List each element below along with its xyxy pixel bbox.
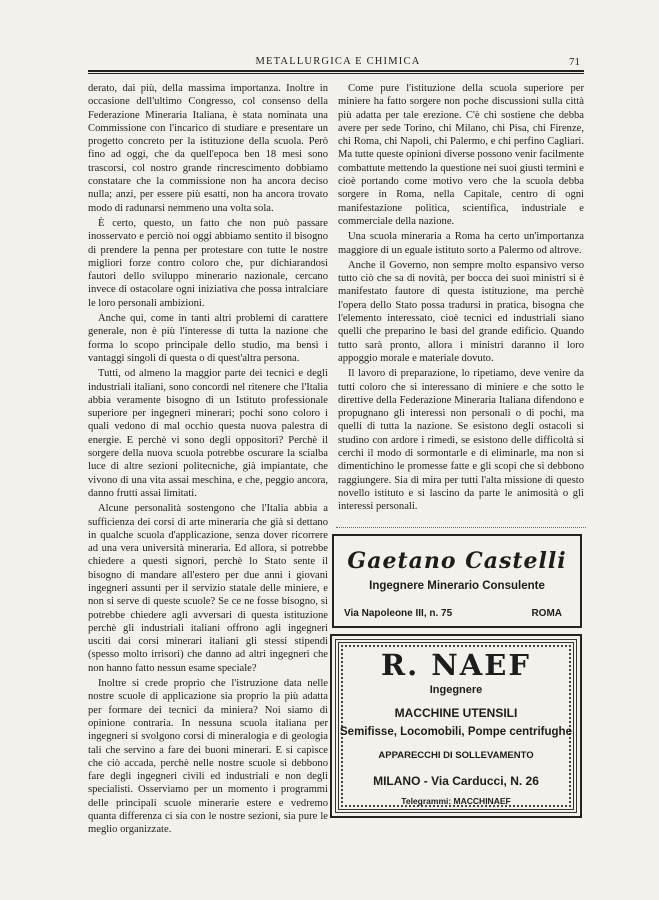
ad-address: MILANO - Via Carducci, N. 26: [373, 774, 539, 788]
ad-product-line: MACCHINE UTENSILI: [394, 706, 518, 720]
ad-product-extra: APPARECCHI DI SOLLEVAMENTO: [378, 750, 534, 761]
section-divider: [336, 527, 586, 528]
advertisement-castelli: [332, 534, 582, 628]
paragraph: Alcune personalità sostengono che l'Italia abbia a sufficienza dei corsi di arte mineraria che già si dettano in qualche scuola d'applicazione, senza dover ricorrere ad una vera università mineraria. Ed allora, si potrebbe chiedere a questi signori, perchè lo Stato sente il bisogno di mandare all'estero per due anni i giovani ingegneri assunti per il servizio statale delle miniere, e non si serve di queste scuole? Se ce ne fosse bisogno, si potrebbe chiedere agli avversari di questa istituzione perchè gli industriali italiani offrono agli ingegneri usciti dai corsi minerari italiani gli stessi stipendi (spesso molto irrisori) che danno ad altri ingegneri che non hanno fatto nessun esame speciale?: [88, 503, 328, 674]
advertiser-city: ROMA: [531, 608, 562, 619]
journal-title: METALLURGICA E CHIMICA: [255, 56, 421, 67]
paragraph: Anche qui, come in tanti altri problemi di carattere generale, non è più l'interesse di tutta la nazione che forma lo scopo principale dello studio, ma bensì i vantaggi singoli di questa o di quest'altra persona.: [88, 313, 328, 364]
paragraph: Una scuola mineraria a Roma ha certo un'importanza maggiore di un eguale istituto sorto a Palermo od altrove.: [338, 231, 584, 256]
header-rule: [88, 70, 584, 74]
paragraph: È certo, questo, un fatto che non può passare inosservato e perciò noi oggi abbiamo sentito il bisogno di prendere la penna per protestare con tutte le nostre migliori forze contro coloro che, pur dichiarandosi fautori dello sviluppo minerario nazionale, cercano invece di ostacolare ogni iniziativa che possa intralciare le loro personali ambizioni.: [88, 217, 328, 309]
paragraph: Come pure l'istituzione della scuola superiore per miniere ha fatto sorgere non poche discussioni sulla città più adatta per tale erezione. C'è chi sostiene che debba avere per sede Torino, chi Milano, chi Pisa, chi Firenze, chi Roma, chi Napoli, chi Palermo, e chi perfino Cagliari. Ma tutte queste opinioni diverse possono venir facilmente combattute mettendo la questione nei suoi giusti termini e cioè portando come motivo vero che la scuola debba sorgere in Roma, nella Capitale, centro di ogni manifestazione politica, scientifica, industriale e commerciale della nazione.: [338, 83, 584, 227]
ad-product-details: Semifisse, Locomobili, Pompe centrifughe: [340, 726, 572, 738]
ad-telegram: Telegrammi: MACCHINAEF: [401, 796, 511, 806]
advertiser-address: Via Napoleone III, n. 75: [344, 608, 453, 619]
advertiser-name: Gaetano Castelli: [347, 548, 567, 574]
paragraph: Inoltre si crede proprio che l'istruzione data nelle nostre scuole di applicazione sia proprio la più adatta per formare dei tecnici da miniera? Noi siamo di opinione contraria. In nessuna scuola italiana per ingegneri si svolgono corsi di mineralogia e di geologia tali che servino a fare dei buoni minerari. E si capisce che ciò accada, perchè nelle nostre scuole si debbono fare degli ingegneri civili ed industriali e non degli specialisti. Osserviamo per un momento i programmi delle principali scuole minerarie estere e vedremo quanta differenza ci sia con le nostre sezioni, sia pure le meglio organizzate.: [88, 678, 328, 836]
advertiser-brand: R. NAEF: [381, 648, 531, 682]
paragraph: Il lavoro di preparazione, lo ripetiamo, deve venire da tutti coloro che si interessano di miniere e che sotto le direttive della Federazione Mineraria Italiana difendono e propugnano gli interessi non personali o di pochi, ma quelli di tutta la nazione. Se esistono degli ostacoli si studino con ardore i rimedi, se esistono delle difficoltà si cerchi il modo di sormontarle e di eliminarle, ma non si dimentichino le promesse fatte e gli scopi che si debbono raggiungere. Sia di mira per tutti l'alta missione di questo novello istituto e si lascino da parte le animosità o gli interessi personali.: [338, 368, 584, 513]
advertiser-role: Ingegnere Minerario Consulente: [369, 580, 545, 592]
advertisement-naef: [330, 634, 582, 818]
page-number: 71: [569, 56, 580, 68]
advertiser-title: Ingegnere: [429, 684, 483, 696]
paragraph: Tutti, od almeno la maggior parte dei tecnici e degli industriali italiani, sono concordi nel ritenere che l'Italia abbia veramente bisogno di un Istituto professionale superiore per ingegneri minerari; pochi sono coloro i quali vedono di mal occhio questa nuova palestra di energie. E perchè vi sono degli oppositori? Perchè il sorgere della nuova scuola potrebbe oscurare la scialba luce di altre sezioni politecniche, già impiantate, che vivono di una vita assai meschina, e che, peggio ancora, danno frutti assai limitati.: [88, 368, 328, 499]
left-column: [88, 82, 328, 839]
right-column: [338, 82, 584, 516]
paragraph: derato, dai più, della massima importanza. Inoltre in occasione dell'ultimo Congresso, col consenso della Federazione Mineraria Italiana, è stata nominata una Commissione con l'incarico di studiare e presentare un progetto concreto per la istituzione della scuola. Però fino ad oggi, che da quell'epoca ben 18 mesi sono trascorsi, col nostro grande rincrescimento dobbiamo constatare che la commissione non ha ancora deciso nulla; anzi, per essere più esatti, non ha ancora trovato modo di radunarsi nemmeno una volta sola.: [88, 83, 328, 214]
paragraph: Anche il Governo, non sempre molto espansivo verso tutto ciò che sa di novità, per bocca dei suoi ministri si è manifestato fautore di questa istituzione, ma perchè l'opera dello Stato possa tradursi in pratica, bisogna che l'elemento interessato, cioè tecnici ed industriali siano quelli che preparino le basi del grande edificio. Quando tutto sarà pronto, allora i ministri daranno il loro appoggio morale e materiale dovuto.: [338, 259, 584, 364]
